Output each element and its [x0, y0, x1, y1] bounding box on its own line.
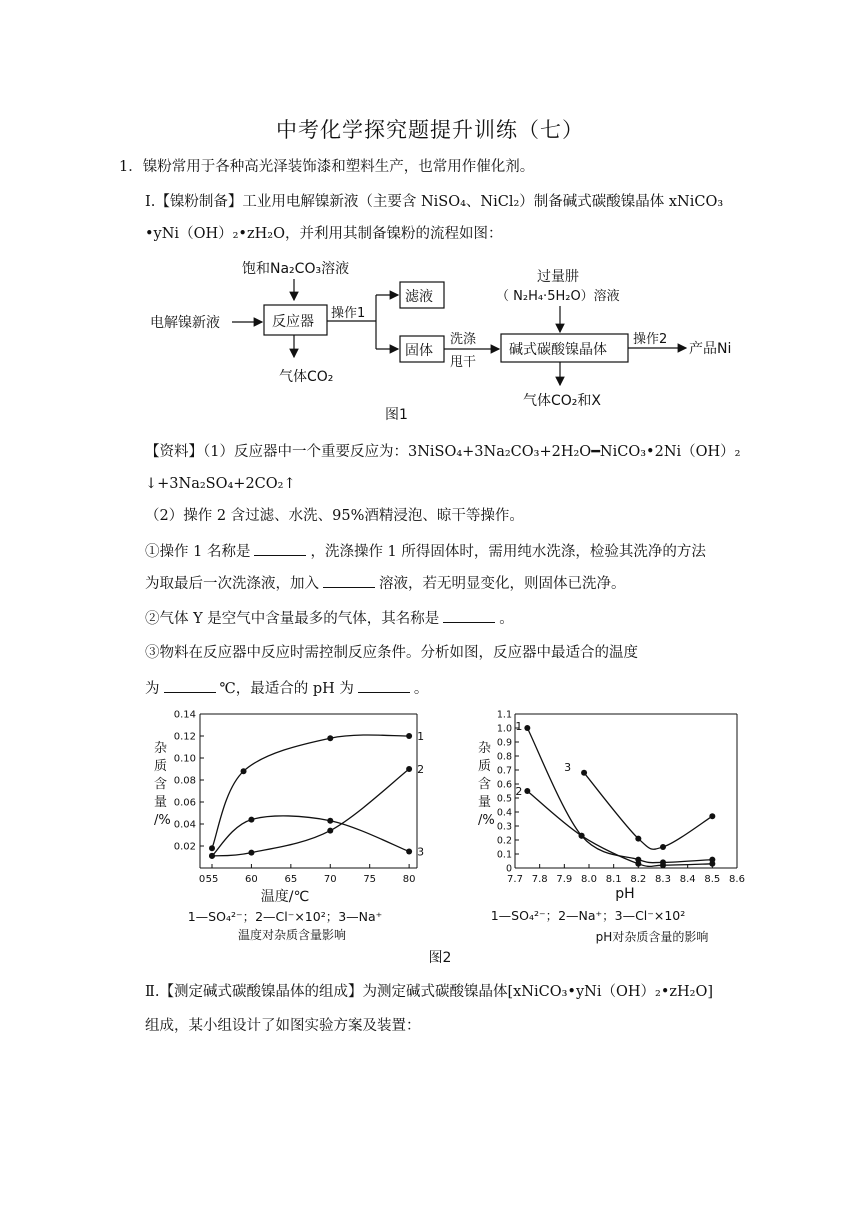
chart2-x-tick-label: 8.6	[729, 874, 745, 885]
chart1-series-3-point	[209, 853, 215, 859]
chart2-series-2-point	[579, 833, 585, 839]
chart2-x-tick-label: 8.3	[655, 874, 671, 885]
q1-line1	[145, 541, 706, 562]
chart2-series-2-label: 2	[515, 785, 523, 798]
answer-blank-temp	[164, 678, 216, 693]
wash-label: 洗涤	[450, 332, 477, 347]
q1-text-b: ，洗涤操作 1 所得固体时，需用纯水洗涤，检验其洗净的方法	[310, 544, 706, 560]
chart2-series-3-line	[584, 773, 712, 849]
chart2-y-tick-label: 0.2	[496, 835, 512, 847]
part2-line2: 组成，某小组设计了如图实验方案及装置：	[145, 1018, 421, 1034]
answer-blank-gas	[443, 608, 495, 623]
chart2-y-tick-label: 0	[505, 863, 512, 875]
chart1-y-axis-label: 杂质含量/%	[154, 741, 171, 828]
reagent-line2: （ N₂H₄·5H₂O）溶液	[496, 289, 620, 304]
product-label: 产品Ni	[689, 341, 732, 357]
chart1-x-tick-label: 55	[205, 874, 219, 885]
chart1-series-1-line	[212, 735, 409, 848]
chart2-series-1-label: 1	[515, 720, 523, 733]
chart2-series-3-point	[709, 813, 715, 819]
chart2-series-2-point	[709, 861, 715, 867]
figure2-charts	[140, 700, 760, 970]
page-title: 中考化学探究题提升训练（七）	[276, 118, 584, 142]
chart1-series-3-label: 3	[417, 845, 425, 859]
chart1-x-tick-label: 80	[402, 874, 416, 885]
chart2-y-axis-label: 杂质含量/%	[478, 741, 495, 828]
op1-label: 操作1	[331, 306, 366, 321]
q2-text-a: ②气体 Y 是空气中含量最多的气体，其名称是	[145, 611, 440, 627]
info-line2: ↓+3Na₂SO₄+2CO₂↑	[145, 476, 296, 492]
q1-text-c: 为取最后一次洗涤液，加入	[145, 576, 319, 592]
chart2-x-tick-label: 7.7	[507, 874, 523, 885]
filtrate-label: 滤液	[405, 289, 433, 305]
chart2-series-3-label: 3	[564, 760, 572, 774]
chart2-caption: pH对杂质含量的影响	[595, 930, 709, 944]
chart2-x-tick-label: 8.1	[605, 874, 622, 885]
chart1-series-2-point	[248, 850, 254, 856]
reagent-line1: 过量肼	[537, 269, 579, 285]
chart1-y-tick-label: 0.10	[173, 753, 196, 765]
chart1-x-tick-label: 70	[323, 874, 337, 885]
chart2-x-tick-label: 8.2	[630, 874, 647, 885]
part2-line1: Ⅱ.【测定碱式碳酸镍晶体的组成】为测定碱式碳酸镍晶体[xNiCO₃•yNi（OH）₂•zH₂O]	[145, 984, 714, 1000]
chart1-series-3-point	[248, 817, 254, 823]
chart2-x-tick-label: 8.0	[581, 874, 597, 885]
answer-blank-ph	[358, 678, 410, 693]
flow-input-top: 饱和Na₂CO₃溶液	[242, 261, 350, 277]
fig2-label: 图2	[428, 950, 452, 966]
answer-blank-reagent	[323, 573, 375, 588]
q1-line2	[145, 573, 626, 594]
chart1-x-tick-label: 0	[198, 874, 206, 885]
chart1-series-1-label: 1	[417, 730, 425, 743]
question-intro: 1．镍粉常用于各种高光泽装饰漆和塑料生产，也常用作催化剂。	[119, 159, 535, 175]
chart2-series-3-point	[660, 844, 666, 850]
chart2-series-3-point	[581, 770, 587, 776]
chart2-series-2-point	[524, 788, 530, 794]
chart1-series-3-line	[212, 816, 409, 856]
chart1-y-tick-label: 0.08	[173, 775, 196, 787]
chart1-x-tick-label: 75	[363, 874, 377, 885]
q3-line2	[145, 678, 428, 699]
chart1-y-tick-label: 0.12	[173, 731, 196, 743]
chart2-legend: 1—SO₄²⁻；2—Na⁺；3—Cl⁻×10²	[490, 908, 686, 923]
crystal-label: 碱式碳酸镍晶体	[509, 342, 607, 358]
chart2-y-tick-label: 0.4	[496, 807, 512, 819]
chart2-y-tick-label: 0.7	[496, 765, 512, 777]
chart1-series-1-point	[327, 735, 333, 741]
chart2-x-axis-label: pH	[615, 886, 635, 902]
q3-line1: ③物料在反应器中反应时需控制反应条件。分析如图，反应器中最适合的温度	[145, 645, 638, 661]
chart1-series-3-point	[327, 818, 333, 824]
chart1-y-tick-label: 0.06	[173, 797, 196, 809]
chart1-series-1-point	[406, 733, 412, 739]
chart2-y-tick-label: 0.3	[496, 821, 512, 833]
chart1-caption: 温度对杂质含量影响	[237, 928, 347, 942]
chart2-x-tick-label: 7.9	[556, 874, 573, 885]
chart2-series-1-line	[527, 728, 712, 863]
chart1-series-3-point	[406, 849, 412, 855]
chart2-y-tick-label: 0.6	[496, 779, 512, 791]
chart1-y-tick-label: 0.04	[173, 819, 196, 831]
reactor-label: 反应器	[272, 314, 314, 330]
chart1-x-tick-label: 65	[284, 874, 298, 885]
chart2-y-tick-label: 0.8	[496, 751, 512, 763]
chart2-y-tick-label: 1.0	[496, 723, 512, 735]
chart2-y-tick-label: 1.1	[496, 709, 512, 721]
solid-label: 固体	[405, 343, 433, 359]
flow-input-left: 电解镍新液	[150, 315, 220, 331]
q3-text-d: 。	[413, 681, 429, 697]
q3-text-c: ℃，最适合的 pH 为	[219, 681, 354, 697]
q2-line	[145, 608, 514, 629]
chart1-series-1-point	[241, 768, 247, 774]
info-line1: 【资料】（1）反应器中一个重要反应为：3NiSO₄+3Na₂CO₃+2H₂O━NiCO₃•2Ni（OH）₂	[145, 444, 741, 460]
chart2-y-tick-label: 0.5	[496, 793, 512, 805]
chart2-series-1-point	[524, 725, 530, 731]
chart2-series-2-point	[660, 862, 666, 868]
chart2-series-3-point	[635, 836, 641, 842]
chart2-x-tick-label: 7.8	[531, 874, 548, 885]
part1-line1: Ⅰ.【镍粉制备】工业用电解镍新液（主要含 NiSO₄、NiCl₂）制备碱式碳酸镍晶体 xNiCO₃	[145, 194, 724, 210]
chart1-y-tick-label: 0.14	[173, 709, 196, 721]
chart1-x-axis-label: 温度/℃	[260, 889, 310, 905]
q2-text-b: 。	[499, 611, 514, 627]
chart2-series-2-line	[527, 791, 712, 866]
part1-line2: •yNi（OH）₂•zH₂O，并利用其制备镍粉的流程如图：	[145, 226, 503, 242]
chart1-series-2-line	[212, 769, 409, 856]
chart1-x-tick-label: 60	[245, 874, 258, 885]
op2-label: 操作2	[633, 332, 668, 347]
chart1-series-2-point	[406, 766, 412, 772]
q3-text-b: 为	[145, 681, 160, 697]
flow-diagram	[140, 255, 760, 430]
chart2-y-tick-label: 0.9	[496, 737, 512, 749]
chart1-series-2-point	[327, 828, 333, 834]
chart1-series-2-label: 2	[417, 763, 425, 776]
chart1-y-tick-label: 0.02	[173, 841, 196, 853]
chart2-x-tick-label: 8.4	[679, 874, 696, 885]
answer-blank-op1	[254, 541, 306, 556]
gas-co2-x-label: 气体CO₂和X	[523, 393, 601, 409]
chart2-series-2-point	[635, 861, 641, 867]
info-line3: （2）操作 2 含过滤、水洗、95%酒精浸泡、晾干等操作。	[145, 508, 524, 524]
chart1-series-1-point	[209, 845, 215, 851]
gas-co2-label: 气体CO₂	[279, 369, 334, 385]
chart2-x-tick-label: 8.5	[704, 874, 721, 885]
fig1-label: 图1	[385, 407, 408, 423]
dry-label: 甩干	[450, 355, 477, 370]
chart2-y-tick-label: 0.1	[496, 849, 512, 861]
q1-text-a: ①操作 1 名称是	[145, 544, 251, 560]
q1-text-d: 溶液，若无明显变化，则固体已洗净。	[379, 576, 626, 592]
chart1-legend: 1—SO₄²⁻；2—Cl⁻×10²；3—Na⁺	[187, 909, 383, 924]
